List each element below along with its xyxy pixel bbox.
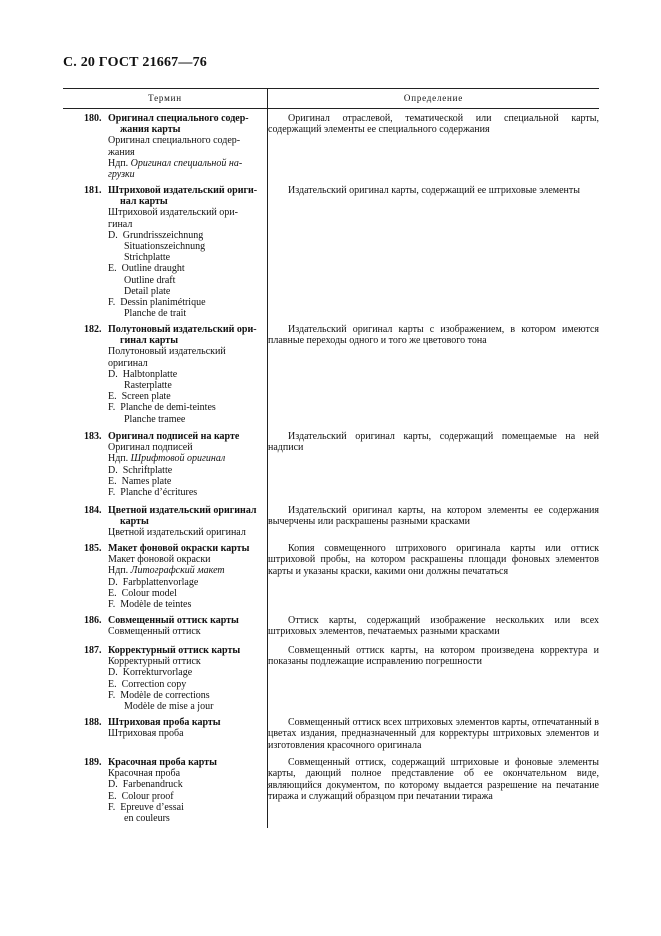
foreign-term: Grundrisszeichnung (122, 229, 204, 241)
entry-number: 183. (84, 431, 102, 442)
foreign-term: Situationszeichnung (124, 241, 206, 253)
term-synonym-line: Полутоновый издательский (108, 346, 226, 358)
foreign-term-line (108, 779, 267, 790)
foreign-term-line (108, 679, 267, 690)
term-body (108, 431, 267, 498)
ndp-prefix: Ндп. (108, 565, 129, 577)
definition-cell: Совмещенный оттиск карты, на котором произведена корректура и показаны подлежащие исправлению погрешности (268, 645, 599, 668)
foreign-term: Dessin planimétrique (120, 297, 206, 309)
term-synonym-line: Цветной издательский оригинал (108, 527, 246, 539)
language-code: F. (108, 402, 116, 414)
ndp-line (108, 565, 267, 576)
term-body (108, 113, 267, 180)
term-cell (63, 185, 267, 319)
foreign-term: Outline draft (124, 274, 176, 286)
term-cell (63, 757, 267, 824)
language-code: D. (108, 464, 118, 476)
term-synonym-line: Корректурный оттиск (108, 656, 201, 668)
term-body (108, 757, 267, 824)
column-header-definition: Определение (403, 93, 464, 103)
term-cell (63, 543, 267, 610)
column-header-term: Термин (148, 93, 182, 103)
definition-cell: Оригинал отраслевой, тематической или специальной карты, содержащий элементы ее специального содержания (268, 113, 599, 136)
foreign-term-line (108, 369, 267, 380)
foreign-term-line (108, 690, 267, 701)
foreign-term: Modèle de corrections (120, 689, 210, 701)
foreign-term-line (108, 275, 267, 286)
foreign-term: Names plate (121, 475, 172, 487)
foreign-term: Planche d’écritures (120, 487, 198, 499)
foreign-term: Planche de trait (124, 308, 187, 320)
foreign-term-line (108, 297, 267, 308)
term-synonym-line: Макет фоновой окраски (108, 554, 211, 566)
language-code: F. (108, 801, 116, 813)
term-cell (63, 324, 267, 425)
foreign-term-line (108, 667, 267, 678)
language-code: E. (108, 587, 117, 599)
term-body (108, 543, 267, 610)
foreign-term: Epreuve d’essai (120, 801, 184, 813)
foreign-term-line (108, 402, 267, 413)
foreign-term: Strichplatte (124, 252, 171, 264)
term-body (108, 185, 267, 319)
foreign-term: Halbtonplatte (122, 368, 178, 380)
foreign-term-line (108, 577, 267, 588)
ndp-line (108, 158, 267, 169)
foreign-term: Farbenandruck (122, 779, 183, 791)
foreign-term: Modèle de mise a jour (124, 701, 214, 713)
term-cell (63, 113, 267, 180)
language-code: F. (108, 599, 116, 611)
entry-number: 185. (84, 543, 102, 554)
term-main-line: жания карты (120, 124, 181, 136)
foreign-term-line (108, 263, 267, 274)
foreign-term-line (108, 599, 267, 610)
foreign-term-line (108, 308, 267, 319)
foreign-term: Farbplattenvorlage (122, 576, 199, 588)
entry-number: 187. (84, 645, 102, 656)
foreign-term-line (108, 286, 267, 297)
language-code: E. (108, 263, 117, 275)
ndp-line (108, 453, 267, 464)
term-body (108, 615, 267, 637)
foreign-term: Correction copy (121, 678, 187, 690)
table-header-rule (63, 108, 599, 109)
language-code: E. (108, 678, 117, 690)
foreign-term: Screen plate (121, 391, 171, 403)
term-cell (63, 615, 267, 637)
term-main-line: Красочная проба карты (108, 757, 217, 768)
term-cell (63, 505, 267, 539)
language-code: E. (108, 475, 117, 487)
entry-number: 181. (84, 185, 102, 196)
foreign-term-line (108, 380, 267, 391)
term-synonym-line: Совмещенный оттиск (108, 626, 201, 638)
page-header: С. 20 ГОСТ 21667—76 (63, 55, 207, 70)
foreign-term: Planche tramee (124, 413, 186, 425)
definition-cell: Издательский оригинал карты, содержащий помещаемые на ней надписи (268, 431, 599, 454)
definition-cell: Издательский оригинал карты с изображением, в котором имеются плавные переходы одного и того же цветового тона (268, 324, 599, 347)
term-main-line: Штриховая проба карты (108, 717, 221, 728)
language-code: F. (108, 297, 116, 309)
foreign-term-line (108, 487, 267, 498)
ndp-term: Литографский макет (130, 565, 225, 577)
term-body (108, 717, 267, 739)
foreign-term: Colour model (121, 587, 177, 599)
language-code: D. (108, 576, 118, 588)
foreign-term-line (108, 476, 267, 487)
ndp-prefix: Ндп. (108, 157, 129, 169)
foreign-term: Outline draught (121, 263, 185, 275)
term-synonym-line: жания (108, 146, 135, 158)
foreign-term: Detail plate (124, 285, 171, 297)
term-body (108, 505, 267, 539)
language-code: F. (108, 487, 116, 499)
foreign-term-line (108, 391, 267, 402)
term-main-line: Оригинал специального содер- (108, 113, 249, 124)
term-synonym-line: оригинал (108, 357, 148, 369)
definition-cell: Копия совмещенного штрихового оригинала карты или оттиск штриховой пробы, на котором раскрашены площади фоновых элементов карты и указаны краски, какими они должны печататься (268, 543, 599, 577)
term-main-line: карты (120, 516, 149, 528)
term-synonym-line: Оригинал подписей (108, 442, 193, 454)
foreign-term: Rasterplatte (124, 380, 172, 392)
foreign-term: en couleurs (124, 813, 170, 825)
entry-number: 189. (84, 757, 102, 768)
foreign-term: Planche de demi-teintes (120, 402, 216, 414)
term-main-line: Оригинал подписей на карте (108, 431, 240, 442)
foreign-term-line (108, 252, 267, 263)
language-code: D. (108, 779, 118, 791)
entry-number: 186. (84, 615, 102, 626)
ndp-line (108, 169, 267, 180)
foreign-term: Modèle de teintes (120, 599, 192, 611)
term-main-line: нал карты (120, 196, 168, 208)
entry-number: 180. (84, 113, 102, 124)
term-body (108, 645, 267, 712)
term-main-line: Макет фоновой окраски карты (108, 543, 250, 554)
ndp-term: Шрифтовой оригинал (130, 453, 226, 465)
foreign-term-line (108, 813, 267, 824)
foreign-term-line (108, 791, 267, 802)
foreign-term: Korrekturvorlage (122, 667, 193, 679)
table-top-rule (63, 88, 599, 89)
entry-number: 182. (84, 324, 102, 335)
term-synonym-line: Оригинал специального содер- (108, 135, 241, 147)
language-code: D. (108, 368, 118, 380)
definition-cell: Издательский оригинал карты, на котором элементы ее содержания вычерчены или раскрашены разными красками (268, 505, 599, 528)
definition-cell: Совмещенный оттиск всех штриховых элементов карты, отпечатанный в цветах издания, предназначенный для корректуры штриховых элементов и изготовления красочного оригинала (268, 717, 599, 751)
term-main-line: Штриховой издательский ориги- (108, 185, 258, 196)
term-synonym-line: Красочная проба (108, 768, 181, 780)
term-synonym-line: Штриховая проба (108, 728, 184, 740)
entry-number: 184. (84, 505, 102, 516)
term-main-line: Совмещенный оттиск карты (108, 615, 239, 626)
foreign-term-line (108, 588, 267, 599)
term-main-line: Цветной издательский оригинал (108, 505, 257, 516)
foreign-term: Colour proof (121, 790, 174, 802)
term-cell (63, 645, 267, 712)
foreign-term-line (108, 241, 267, 252)
ndp-prefix: Ндп. (108, 453, 129, 465)
foreign-term: Schriftplatte (122, 464, 173, 476)
definition-cell: Издательский оригинал карты, содержащий ее штриховые элементы (288, 185, 580, 196)
ndp-term: грузки (108, 169, 135, 181)
entry-number: 188. (84, 717, 102, 728)
ndp-term: Оригинал специальной на- (130, 157, 243, 169)
term-main-line: гинал карты (120, 335, 179, 347)
foreign-term-line (108, 701, 267, 712)
foreign-term-line (108, 414, 267, 425)
term-body (108, 324, 267, 425)
definition-cell: Совмещенный оттиск, содержащий штриховые и фоновые элементы карты, дающий полное представление об ее окончательном виде, являющийся документом, по которому выдается разрешение на печатание тиража и служащий образцом при печатании тиража (268, 757, 599, 803)
foreign-term-line (108, 802, 267, 813)
language-code: D. (108, 667, 118, 679)
language-code: E. (108, 391, 117, 403)
language-code: E. (108, 790, 117, 802)
language-code: D. (108, 229, 118, 241)
term-cell (63, 431, 267, 498)
term-synonym-line: гинал (108, 218, 133, 230)
term-main-line: Полутоновый издательский ори- (108, 324, 257, 335)
foreign-term-line (108, 230, 267, 241)
term-synonym-line: Штриховой издательский ори- (108, 207, 238, 219)
term-main-line: Корректурный оттиск карты (108, 645, 241, 656)
foreign-term-line (108, 465, 267, 476)
term-cell (63, 717, 267, 739)
definition-cell: Оттиск карты, содержащий изображение нескольких или всех штриховых элементов, печатаемых разными красками (268, 615, 599, 638)
language-code: F. (108, 689, 116, 701)
